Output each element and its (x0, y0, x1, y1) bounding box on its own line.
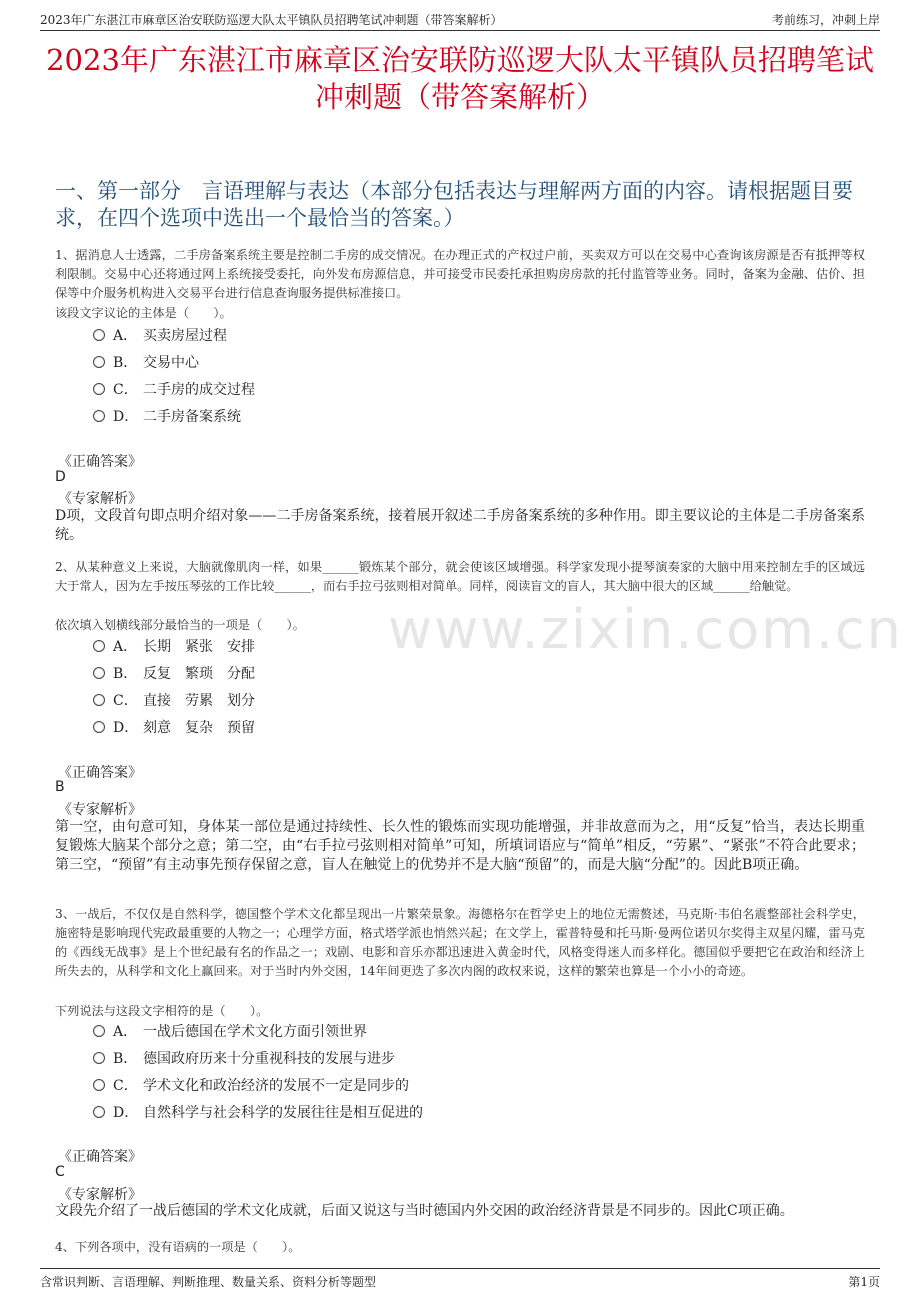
q2-analysis-label: 《专家解析》 (58, 802, 142, 818)
q2-option-a[interactable]: A． 长期 紧张 安排 (93, 636, 255, 658)
radio-icon[interactable] (93, 640, 105, 652)
radio-icon[interactable] (93, 667, 105, 679)
header-slogan: 考前练习，冲刺上岸 (771, 13, 880, 27)
section-heading: 一、第一部分 言语理解与表达（本部分包括表达与理解两方面的内容。请根据题目要求，在四个选项中选出一个最恰当的答案。） (55, 179, 853, 230)
watermark: www.zixin.com.cn (388, 598, 903, 661)
question-1-prompt: 该段文字议论的主体是（ ）。 (55, 306, 232, 320)
q3-option-c[interactable]: C． 学术文化和政治经济的发展不一定是同步的 (93, 1075, 409, 1097)
q1-option-d[interactable]: D． 二手房备案系统 (93, 406, 241, 428)
q1-option-a[interactable]: A． 买卖房屋过程 (93, 325, 227, 347)
q1-analysis-label: 《专家解析》 (58, 491, 142, 507)
q2-answer-label: 《正确答案》 (58, 765, 142, 781)
q1-option-b[interactable]: B． 交易中心 (93, 352, 199, 374)
radio-icon[interactable] (93, 1106, 105, 1118)
q2-option-c[interactable]: C． 直接 劳累 划分 (93, 690, 255, 712)
radio-icon[interactable] (93, 383, 105, 395)
question-3-text: 3、一战后，不仅仅是自然科学，德国整个学术文化都呈现出一片繁荣景象。海德格尔在哲学史上的地位无需赘述，马克斯·韦伯名震整部社会科学史，施密特是影响现代宪政最重要的人物之一；心理学方面，格式塔学派也悄然兴起；在文学上，霍普特曼和托马斯·曼两位诺贝尔奖得主双星闪耀，雷马克的《西线无战事》是上个世纪最有名的作品之一；戏剧、电影和音乐亦都迅速进入黄金时代，风格变得迷人而多样化。德国似乎要把它在政治和经济上所失去的，从科学和文化上赢回来。对于当时内外交困，14年间更迭了多次内阁的政权来说，这样的繁荣也算是一个小小的奇迹。 (55, 907, 865, 978)
question-3-prompt: 下列说法与这段文字相符的是（ ）。 (55, 1004, 269, 1018)
radio-icon[interactable] (93, 694, 105, 706)
radio-icon[interactable] (93, 1025, 105, 1037)
q1-option-c[interactable]: C． 二手房的成交过程 (93, 379, 255, 401)
q2-option-d[interactable]: D． 刻意 复杂 预留 (93, 717, 255, 739)
radio-icon[interactable] (93, 329, 105, 341)
radio-icon[interactable] (93, 410, 105, 422)
page-header (40, 8, 880, 31)
radio-icon[interactable] (93, 1079, 105, 1091)
question-2-prompt: 依次填入划横线部分最恰当的一项是（ ）。 (55, 618, 305, 632)
header-doc-title: 2023年广东湛江市麻章区治安联防巡逻大队太平镇队员招聘笔试冲刺题（带答案解析） (40, 13, 503, 27)
question-4-text: 4、下列各项中，没有语病的一项是（ ）。 (55, 1240, 301, 1254)
q3-answer-label: 《正确答案》 (58, 1149, 142, 1165)
q1-answer: D (55, 469, 66, 485)
document-title: 2023年广东湛江市麻章区治安联防巡逻大队太平镇队员招聘笔试冲刺题（带答案解析） (46, 43, 874, 114)
q3-answer: C (55, 1164, 65, 1180)
radio-icon[interactable] (93, 356, 105, 368)
q1-analysis: D项，文段首句即点明介绍对象——二手房备案系统，接着展开叙述二手房备案系统的多种作用。即主要议论的主体是二手房备案系统。 (55, 508, 865, 543)
page-footer (40, 1268, 880, 1293)
radio-icon[interactable] (93, 721, 105, 733)
q2-option-b[interactable]: B． 反复 繁琐 分配 (93, 663, 255, 685)
footer-topics: 含常识判断、言语理解、判断推理、数量关系、资料分析等题型 (40, 1275, 377, 1289)
page-number: 第1页 (848, 1275, 880, 1289)
q3-analysis: 文段先介绍了一战后德国的学术文化成就，后面又说这与当时德国内外交困的政治经济背景是不同步的。因此C项正确。 (55, 1203, 794, 1219)
q3-option-a[interactable]: A． 一战后德国在学术文化方面引领世界 (93, 1021, 367, 1043)
question-1-text: 1、据消息人士透露，二手房备案系统主要是控制二手房的成交情况。在办理正式的产权过户前，买卖双方可以在交易中心查询该房源是否有抵押等权利限制。交易中心还将通过网上系统接受委托，向外发布房源信息，并可接受市民委托承担购房房款的托付监管等业务。同时，备案为金融、估价、担保等中介服务机构进入交易平台进行信息查询服务提供标准接口。 (55, 248, 865, 300)
q2-analysis: 第一空，由句意可知，身体某一部位是通过持续性、长久性的锻炼而实现功能增强，并非故意而为之，用“反复”恰当，表达长期重复锻炼大脑某个部分之意；第二空，由“右手拉弓弦则相对简单”可知，所填词语应与“简单”相反，“劳累”、“紧张”不符合此要求；第三空，“预留”有主动事先预存保留之意，盲人在触觉上的优势并不是大脑“预留”的，而是大脑“分配”的。因此B项正确。 (55, 819, 865, 873)
q3-analysis-label: 《专家解析》 (58, 1187, 142, 1203)
q2-answer: B (55, 779, 65, 795)
question-2-text: 2、从某种意义上来说，大脑就像肌肉一样，如果______锻炼某个部分，就会使该区域增强。科学家发现小提琴演奏家的大脑中用来控制左手的区域远大于常人，因为左手按压琴弦的工作比较______，而右手拉弓弦则相对简单。同样，阅读盲文的盲人，其大脑中很大的区域______给触觉。 (55, 560, 865, 593)
radio-icon[interactable] (93, 1052, 105, 1064)
q3-option-d[interactable]: D． 自然科学与社会科学的发展往往是相互促进的 (93, 1102, 423, 1124)
q3-option-b[interactable]: B． 德国政府历来十分重视科技的发展与进步 (93, 1048, 395, 1070)
q1-answer-label: 《正确答案》 (58, 454, 142, 470)
